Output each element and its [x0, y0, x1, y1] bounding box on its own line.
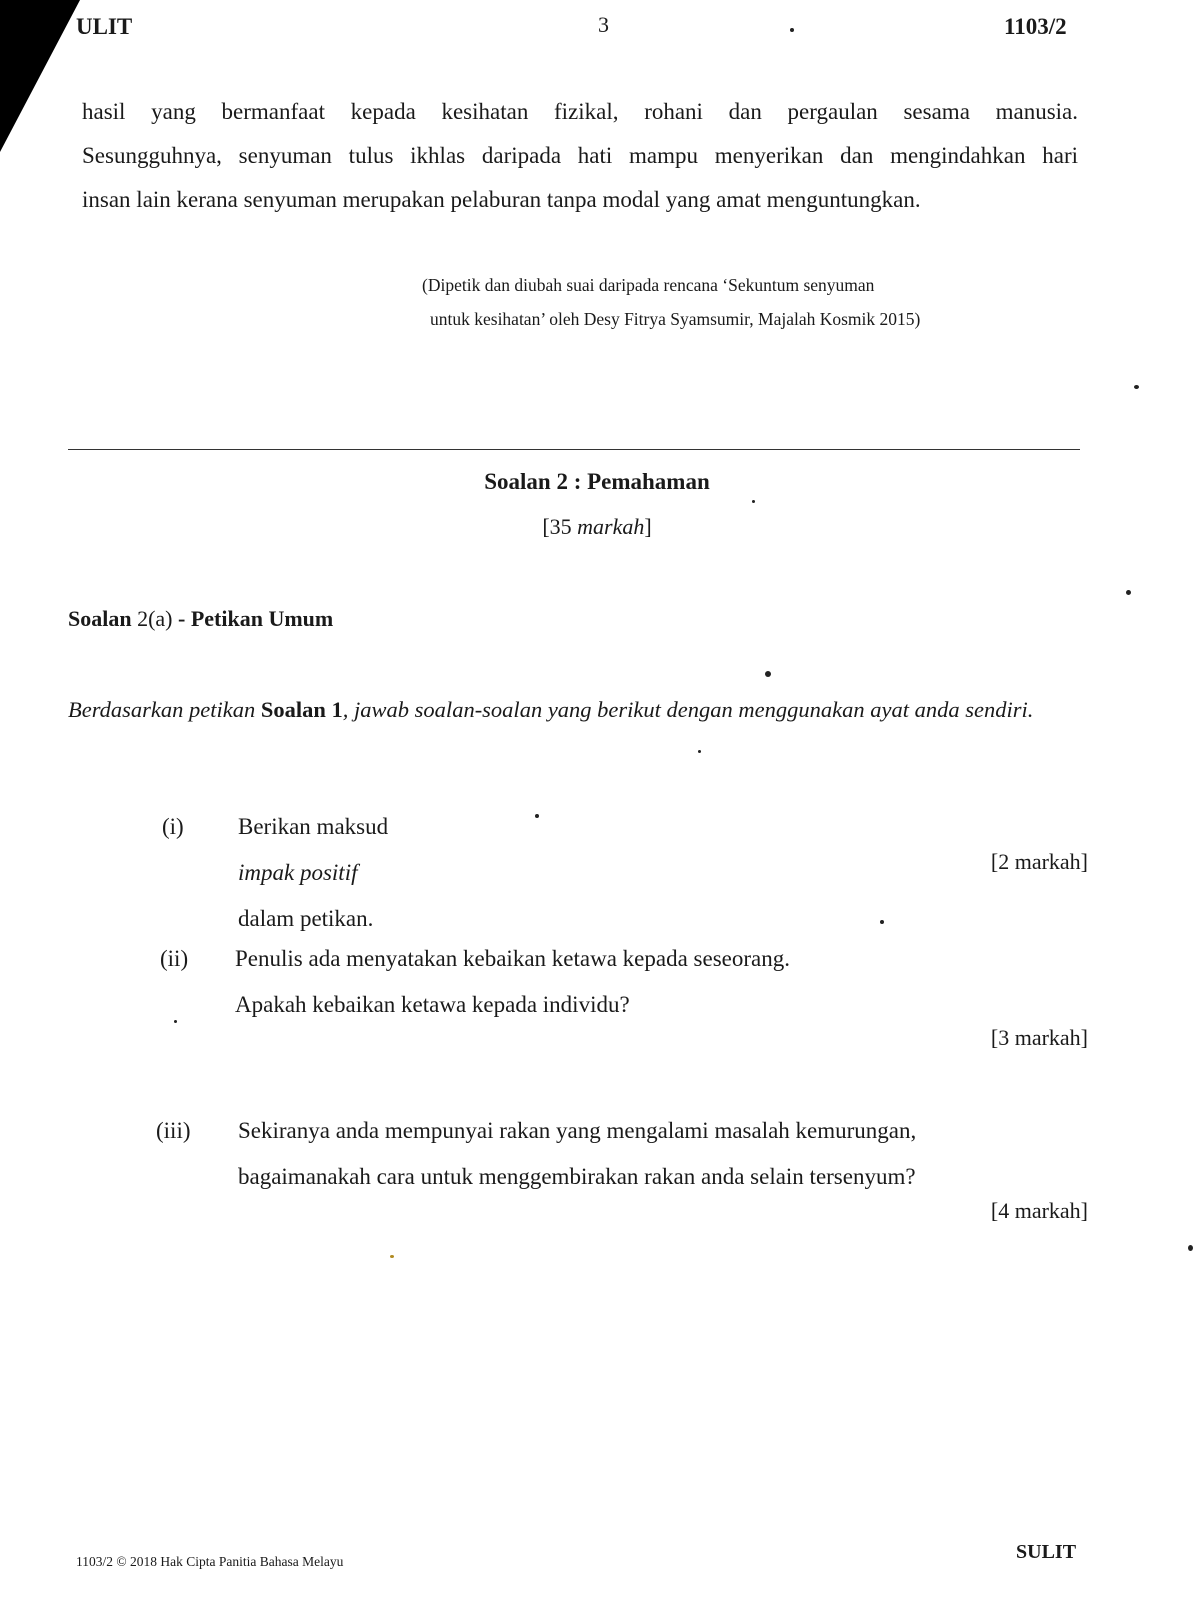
question-line — [238, 804, 388, 942]
instruction-text — [68, 685, 1088, 735]
question-line: Apakah kebaikan ketawa kepada individu? — [235, 992, 630, 1017]
source-citation — [422, 268, 1062, 336]
scan-speck — [752, 500, 755, 503]
instruction-bold: Soalan 1 — [260, 697, 343, 722]
scan-speck — [1134, 385, 1139, 389]
question-number: (iii) — [156, 1118, 191, 1143]
section-total-marks — [0, 514, 1194, 540]
question-marks: [2 markah] — [990, 849, 1088, 874]
marks-close: ] — [644, 514, 652, 539]
subsection-title: Petikan Umum — [190, 606, 334, 631]
question-number: (ii) — [160, 946, 189, 971]
passage-line: insan lain kerana senyuman merupakan pelaburan tanpa modal yang amat menguntungkan. — [82, 187, 921, 212]
question-marks: [3 markah] — [990, 1025, 1088, 1050]
scan-speck — [1126, 590, 1131, 595]
question-number: (i) — [162, 814, 184, 839]
subsection-number: 2(a) — [137, 606, 173, 631]
section-title: Soalan 2 : Pemahaman — [484, 469, 710, 494]
header-paper-code: 1103/2 — [1004, 14, 1067, 39]
question-marks: [4 markah] — [990, 1198, 1088, 1223]
footer-classification: SULIT — [1016, 1541, 1077, 1563]
question-text-before: Berikan maksud — [238, 814, 389, 839]
question-text-after: dalam petikan. — [238, 906, 374, 931]
question-line: Penulis ada menyatakan kebaikan ketawa kepada seseorang. — [235, 946, 790, 971]
subsection-separator: - — [172, 606, 191, 631]
scan-speck — [698, 750, 701, 753]
instruction-part-2: , jawab soalan-soalan yang berikut dengan menggunakan ayat anda sendiri. — [342, 697, 1034, 722]
header-page-number: 3 — [598, 12, 609, 37]
footer-copyright: 1103/2 © 2018 Hak Cipta Panitia Bahasa Melayu — [76, 1554, 344, 1569]
section-divider — [68, 449, 1080, 450]
scan-speck — [174, 1020, 177, 1023]
subsection-heading — [68, 606, 333, 632]
citation-line-1: (Dipetik dan diubah suai daripada rencana ‘Sekuntum senyuman — [422, 275, 875, 295]
passage-line: Sesungguhnya, senyuman tulus ikhlas daripada hati mampu menyerikan dan mengindahkan hari — [82, 143, 1078, 168]
scan-speck — [535, 814, 539, 818]
scan-speck — [765, 671, 771, 677]
subsection-label: Soalan — [68, 606, 132, 631]
passage-line: hasil yang bermanfaat kepada kesihatan fizikal, rohani dan pergaulan sesama manusia. — [82, 99, 1078, 124]
marks-word: markah — [577, 514, 645, 539]
scan-speck — [790, 28, 794, 32]
question-line: Sekiranya anda mempunyai rakan yang mengalami masalah kemurungan, — [238, 1118, 917, 1143]
question-text — [238, 804, 388, 942]
passage-paragraph — [82, 90, 1078, 222]
scan-speck — [880, 920, 884, 924]
scan-corner-shadow — [0, 0, 80, 160]
question-term: impak positif — [238, 860, 358, 885]
header-classification: ULIT — [76, 14, 133, 39]
instruction-part-1: Berdasarkan petikan — [68, 697, 261, 722]
citation-line-2: untuk kesihatan’ oleh Desy Fitrya Syamsumir, Majalah Kosmik 2015) — [430, 309, 921, 329]
question-line: bagaimanakah cara untuk menggembirakan rakan anda selain tersenyum? — [238, 1164, 916, 1189]
scan-speck — [1188, 1245, 1193, 1251]
question-text — [235, 936, 790, 1028]
question-text — [238, 1108, 916, 1200]
marks-open: [35 — [542, 514, 578, 539]
scan-speck — [390, 1255, 394, 1258]
